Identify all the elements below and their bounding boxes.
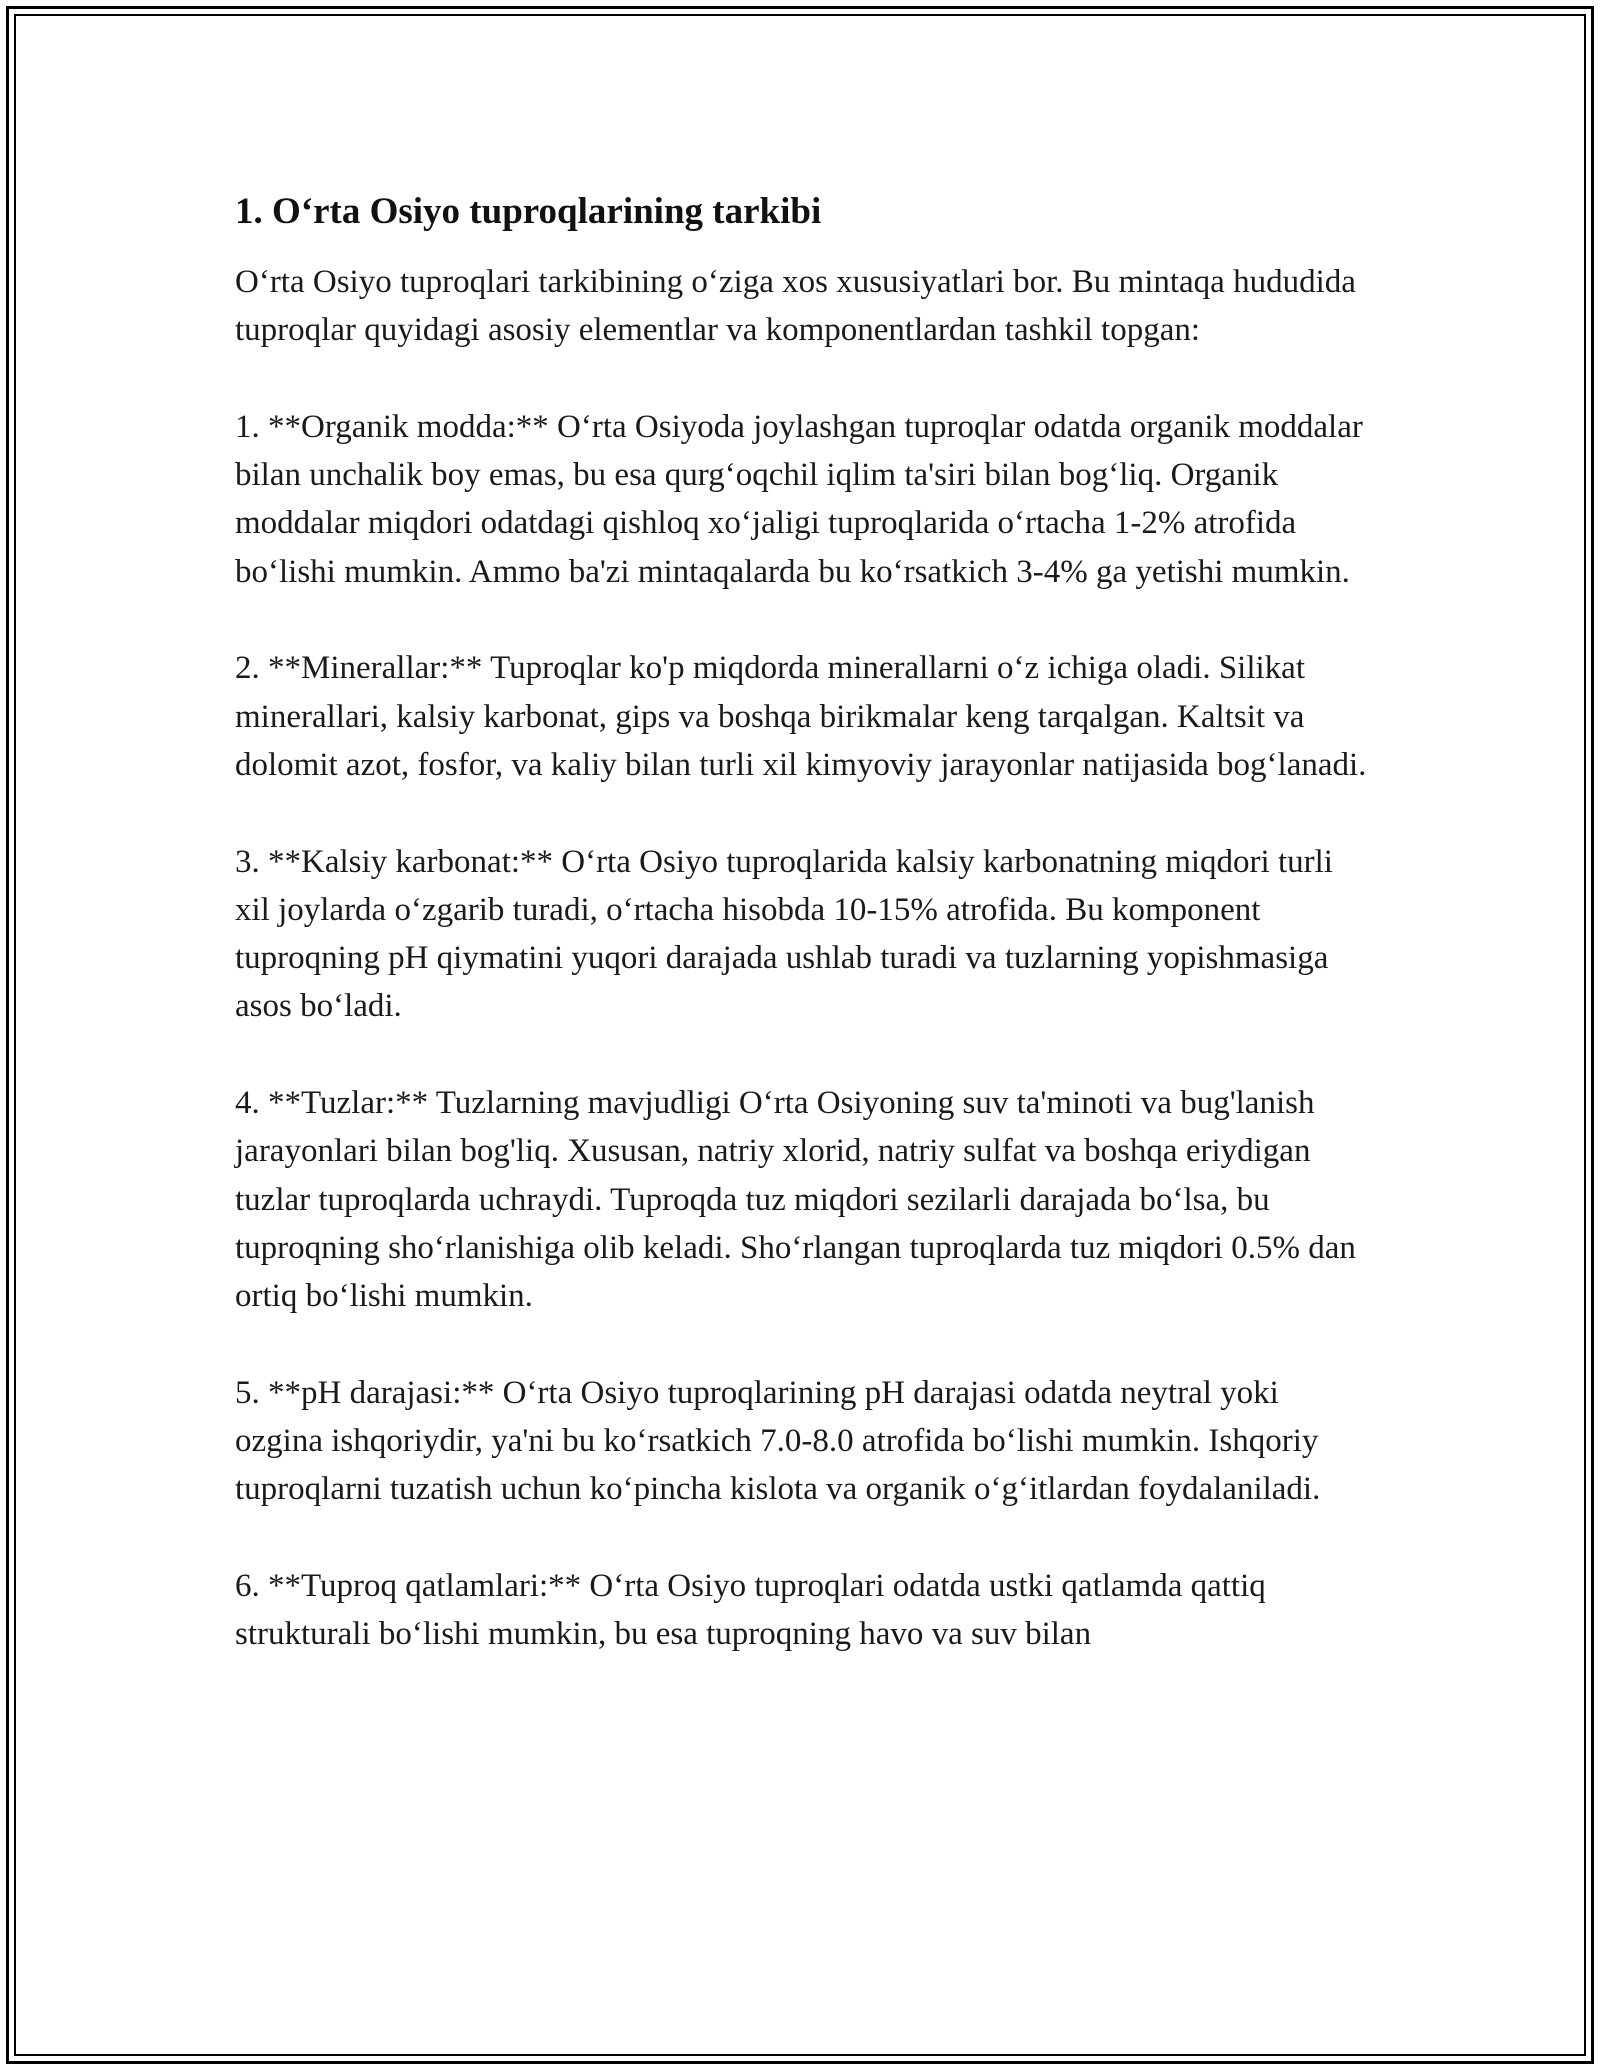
section-heading: 1. Oʻrta Osiyo tuproqlarining tarkibi <box>235 191 822 232</box>
paragraph-minerals: 2. **Minerallar:** Tuproqlar ko'p miqdorda minerallarni oʻz ichiga oladi. Silikat minerallari, kalsiy karbonat, gips va boshqa birikmalar keng tarqalgan. Kaltsit va dolomit azot, fosfor, va kaliy bilan turli xil kimyoviy jarayonlar natijasida bogʻlanadi. <box>235 650 1367 783</box>
document-body <box>235 188 1375 1659</box>
paragraph-ph-level: 5. **pH darajasi:** Oʻrta Osiyo tuproqlarining pH darajasi odatda neytral yoki ozgina ishqoriydir, ya'ni bu koʻrsatkich 7.0-8.0 atrofida boʻlishi mumkin. Ishqoriy tuproqlarni tuzatish uchun koʻpincha kislota va organik oʻgʻitlardan foydalaniladi. <box>235 1374 1321 1508</box>
paragraph-calcium-carbonate: 3. **Kalsiy karbonat:** Oʻrta Osiyo tuproqlarida kalsiy karbonatning miqdori turli xil joylarda oʻzgarib turadi, oʻrtacha hisobda 10-15% atrofida. Bu komponent tuproqning pH qiymatini yuqori darajada ushlab turadi va tuzlarning yopishmasiga asos boʻladi. <box>235 843 1333 1025</box>
paragraph-salts: 4. **Tuzlar:** Tuzlarning mavjudligi Oʻrta Osiyoning suv ta'minoti va bug'lanish jarayonlari bilan bog'liq. Xususan, natriy xlorid, natriy sulfat va boshqa eriydigan tuzlar tuproqlarda uchraydi. Tuproqda tuz miqdori sezilarli darajada boʻlsa, bu tuproqning shoʻrlanishiga olib keladi. Shoʻrlangan tuproqlarda tuz miqdori 0.5% dan ortiq boʻlishi mumkin. <box>235 1085 1356 1315</box>
paragraph-organic-matter: 1. **Organik modda:** Oʻrta Osiyoda joylashgan tuproqlar odatda organik moddalar bilan unchalik boy emas, bu esa qurgʻoqchil iqlim ta'siri bilan bogʻliq. Organik moddalar miqdori odatdagi qishloq xoʻjaligi tuproqlarida oʻrtacha 1-2% atrofida boʻlishi mumkin. Ammo ba'zi mintaqalarda bu koʻrsatkich 3-4% ga yetishi mumkin. <box>235 408 1363 590</box>
paragraph-soil-layers: 6. **Tuproq qatlamlari:** Oʻrta Osiyo tuproqlari odatda ustki qatlamda qattiq strukturali boʻlishi mumkin, bu esa tuproqning havo va suv bilan <box>235 1568 1266 1653</box>
intro-paragraph: Oʻrta Osiyo tuproqlari tarkibining oʻziga xos xususiyatlari bor. Bu mintaqa hududida tuproqlar quyidagi asosiy elementlar va komponentlardan tashkil topgan: <box>235 264 1356 349</box>
